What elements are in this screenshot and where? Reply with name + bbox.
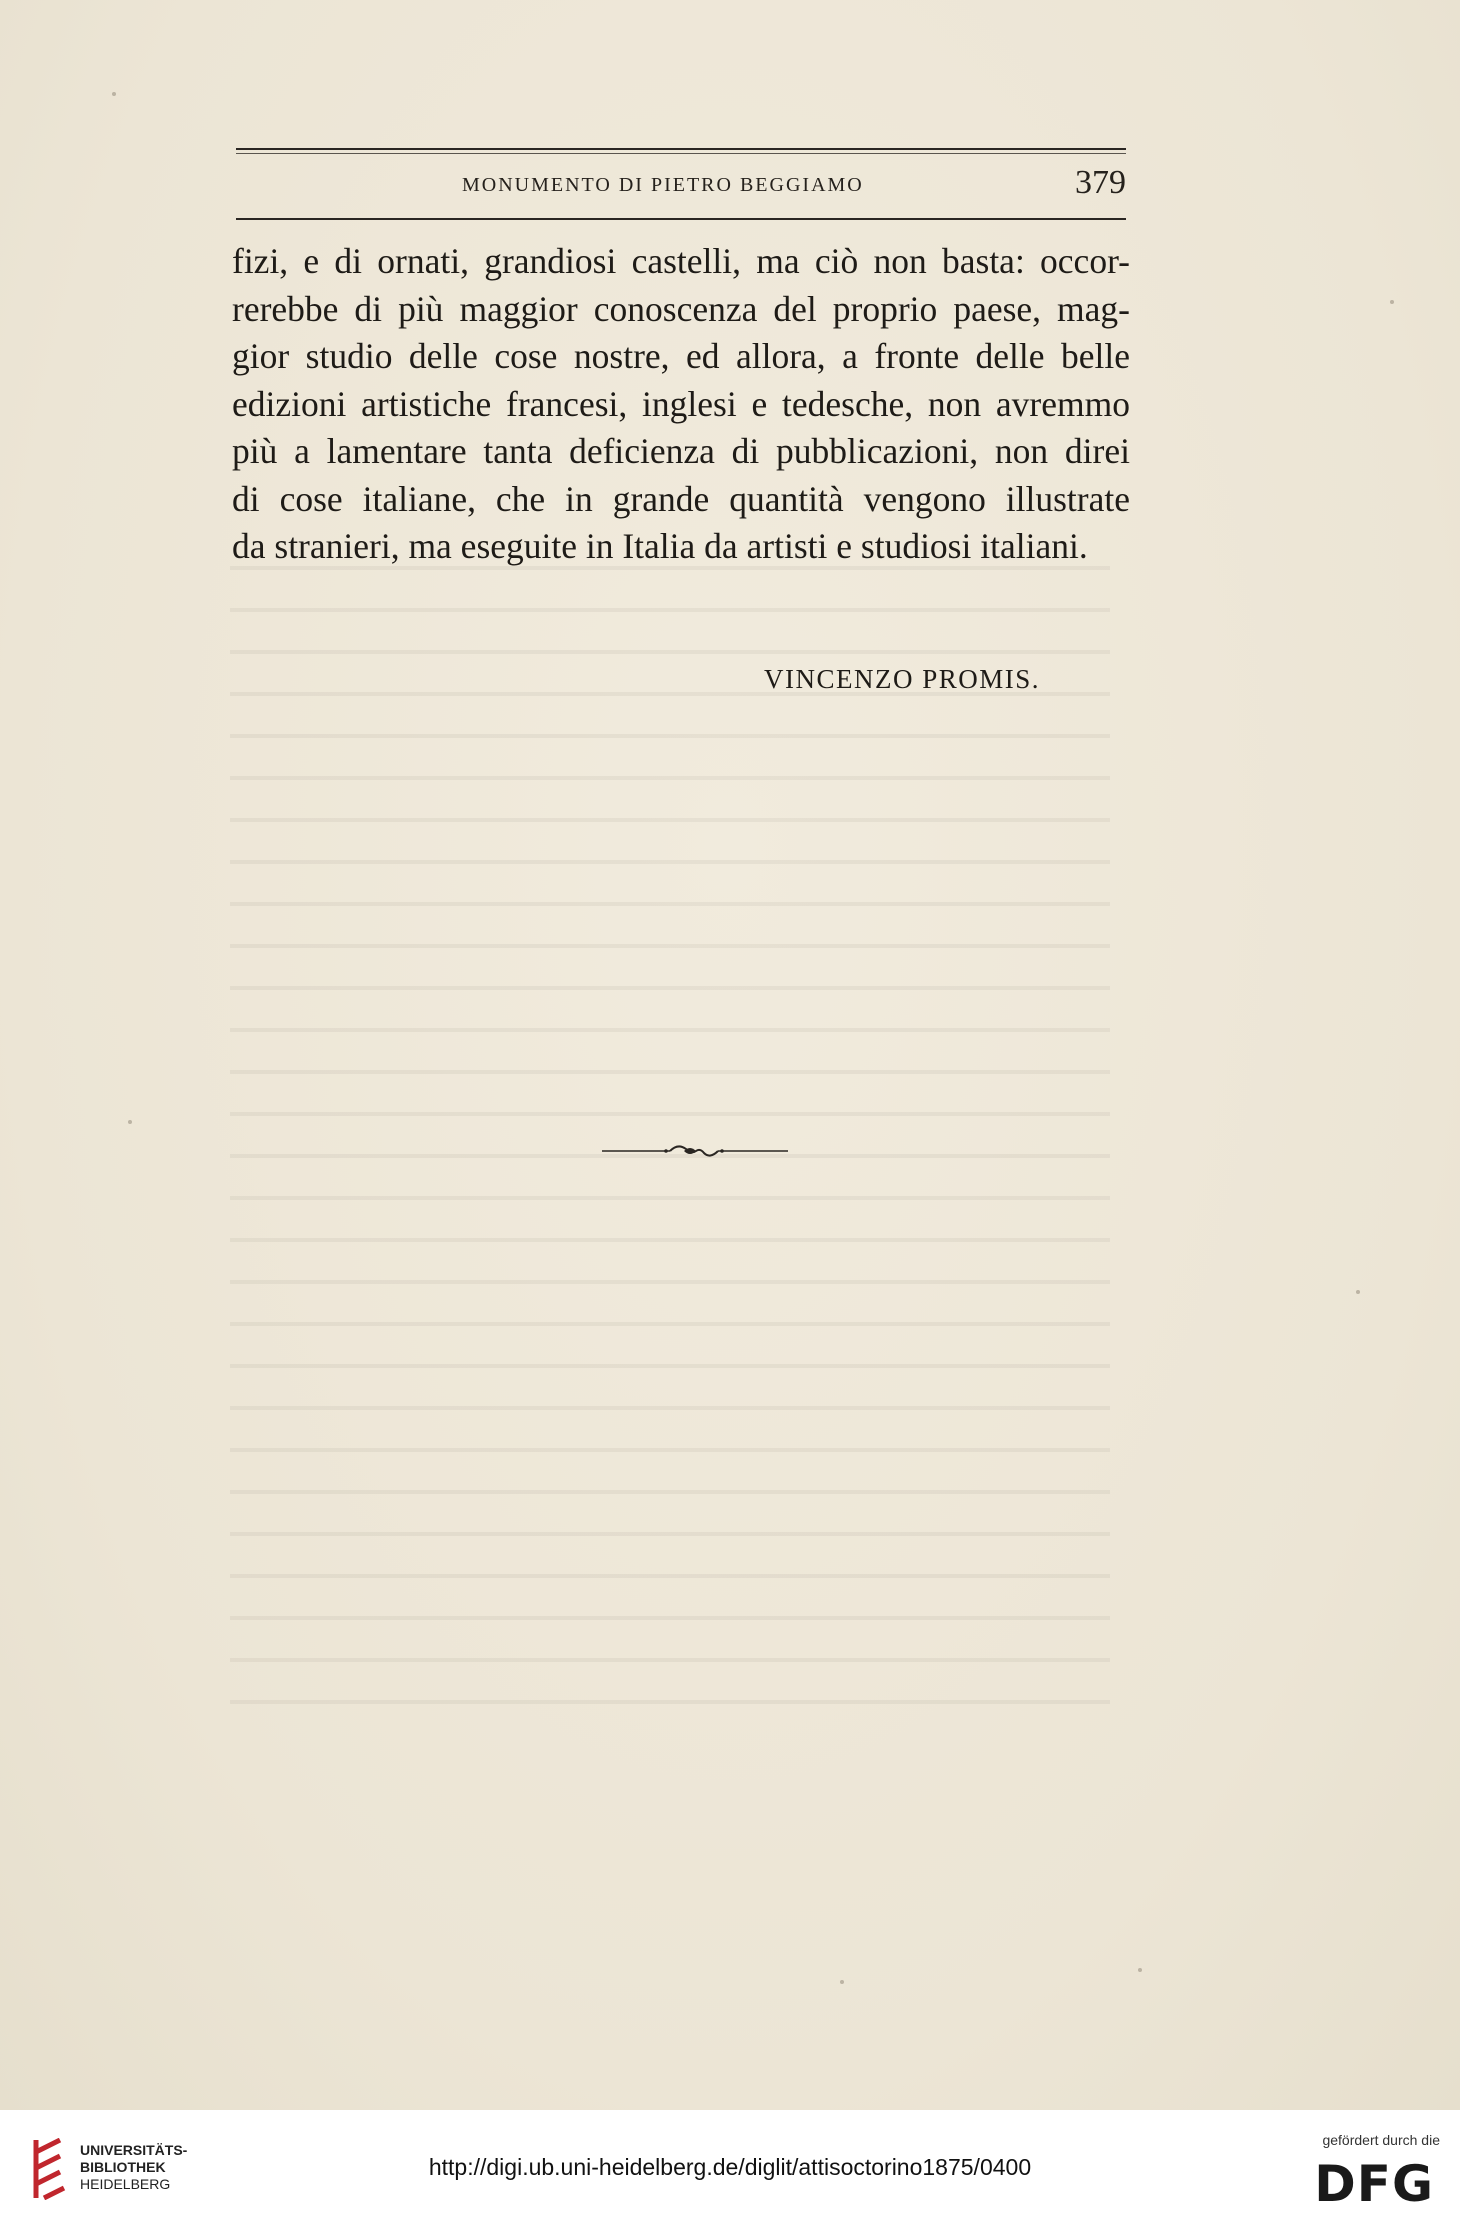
library-name-line: HEIDELBERG (80, 2176, 171, 2192)
tailpiece-ornament-icon (600, 1140, 790, 1162)
text-line: fizi, e di ornati, grandiosi castelli, ma ciò non basta: occor- (232, 241, 1130, 281)
paper-speck (840, 1980, 844, 1984)
text-line: edizioni artistiche francesi, inglesi e tedesche, non avremmo (232, 383, 1130, 424)
funded-by-label: gefördert durch die (1322, 2132, 1440, 2148)
paper-speck (112, 92, 116, 96)
header-rule-top (236, 148, 1126, 150)
header-rule-bottom (236, 218, 1126, 220)
text-line: da stranieri, ma eseguite in Italia da artisti e studiosi italiani. (232, 526, 1088, 566)
header-rule-inner (236, 153, 1126, 154)
paper-speck (1138, 1968, 1142, 1972)
dfg-logo: DFG (1314, 2155, 1434, 2213)
paper-speck (1390, 300, 1394, 304)
paper-speck (1356, 1290, 1360, 1294)
running-head (236, 164, 1126, 208)
text-line: rerebbe di più maggior conoscenza del proprio paese, mag- (232, 288, 1130, 329)
text-line: di cose italiane, che in grande quantità vengono illustrate (232, 478, 1130, 519)
text-line: più a lamentare tanta deficienza di pubblicazioni, non direi (232, 431, 1130, 471)
body-paragraph (232, 238, 1130, 571)
library-name (80, 2142, 187, 2193)
text-line: gior studio delle cose nostre, ed allora, a fronte delle belle (232, 336, 1130, 376)
paper-speck (128, 1120, 132, 1124)
permalink-url[interactable]: http://digi.ub.uni-heidelberg.de/diglit/attisoctorino1875/0400 (428, 2154, 1032, 2180)
author-signature: VINCENZO PROMIS. (764, 664, 1041, 694)
digitization-footer (0, 2110, 1460, 2226)
library-name-line: BIBLIOTHEK (80, 2159, 166, 2175)
library-name-line: UNIVERSITÄTS- (80, 2142, 188, 2158)
library-logo-icon (30, 2138, 70, 2200)
running-title: MONUMENTO DI PIETRO BEGGIAMO (462, 174, 864, 196)
page-number: 379 (1075, 164, 1126, 201)
show-through-bleed (230, 540, 1110, 1720)
